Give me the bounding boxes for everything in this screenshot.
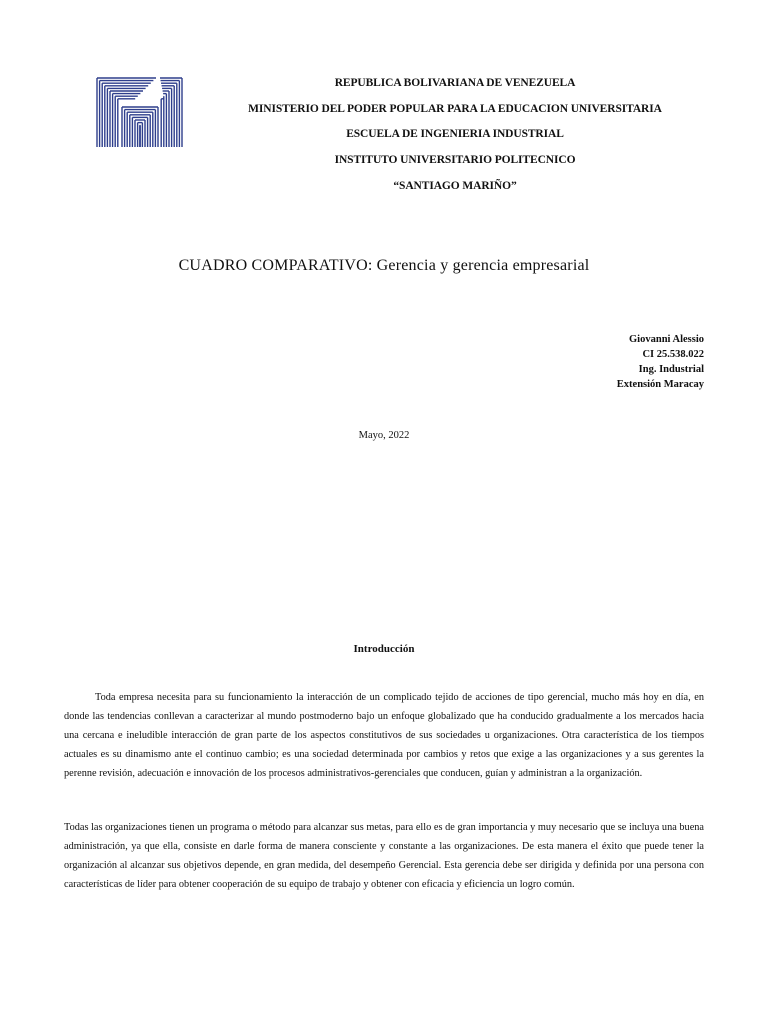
- header-republic: REPUBLICA BOLIVARIANA DE VENEZUELA: [334, 77, 576, 89]
- section-heading: Introducción: [353, 643, 415, 655]
- paragraph-1: Toda empresa necesita para su funcionamiento la interacción de un complicado tejido de acciones de tipo gerencial, mucho más hoy en día, en donde las tendencias conllevan a caracterizar al mundo postmoderno bajo un enfoque globalizado que ha conducido gradualmente a los mercados hacia una cercana e ineludible interacción de gran parte de los aspectos constitutivos de sus sociedades u organizaciones. Otra característica de los tiempos actuales es su dinamismo ante el continuo cambio; es una sociedad determinada por cambios y retos que exige a las organizaciones y a sus gerentes la perenne revisión, adecuación e innovación de los procesos administrativos-gerenciales que conducen, guían y administran a la organización.: [64, 692, 704, 779]
- header-institute: INSTITUTO UNIVERSITARIO POLITECNICO: [334, 154, 576, 166]
- institution-logo: [96, 77, 183, 148]
- author-career: Ing. Industrial: [638, 364, 704, 375]
- author-ci: CI 25.538.022: [642, 349, 704, 360]
- author-extension: Extensión Maracay: [616, 379, 704, 390]
- header-school: ESCUELA DE INGENIERIA INDUSTRIAL: [346, 128, 564, 140]
- paragraph-2: Todas las organizaciones tienen un programa o método para alcanzar sus metas, para ello es de gran importancia y muy necesario que se incluya una buena administración, ya que ella, consiste en darle forma de manera consciente y constante a las organizaciones. De esta manera el éxito que puede tener la organización al alcanzar sus objetivos depende, en gran medida, del desempeño Gerencial. Esta gerencia debe ser dirigida y definida por una persona con características de líder para obtener cooperación de su equipo de trabajo y obtener con eficacia y eficiencia un logro común.: [64, 822, 704, 890]
- document-title: CUADRO COMPARATIVO: Gerencia y gerencia empresarial: [178, 257, 590, 274]
- header-ministry: MINISTERIO DEL PODER POPULAR PARA LA EDUCACION UNIVERSITARIA: [248, 103, 662, 115]
- author-name: Giovanni Alessio: [629, 334, 704, 345]
- document-date: Mayo, 2022: [358, 430, 410, 441]
- header-institute-name: “SANTIAGO MARIÑO”: [393, 180, 517, 192]
